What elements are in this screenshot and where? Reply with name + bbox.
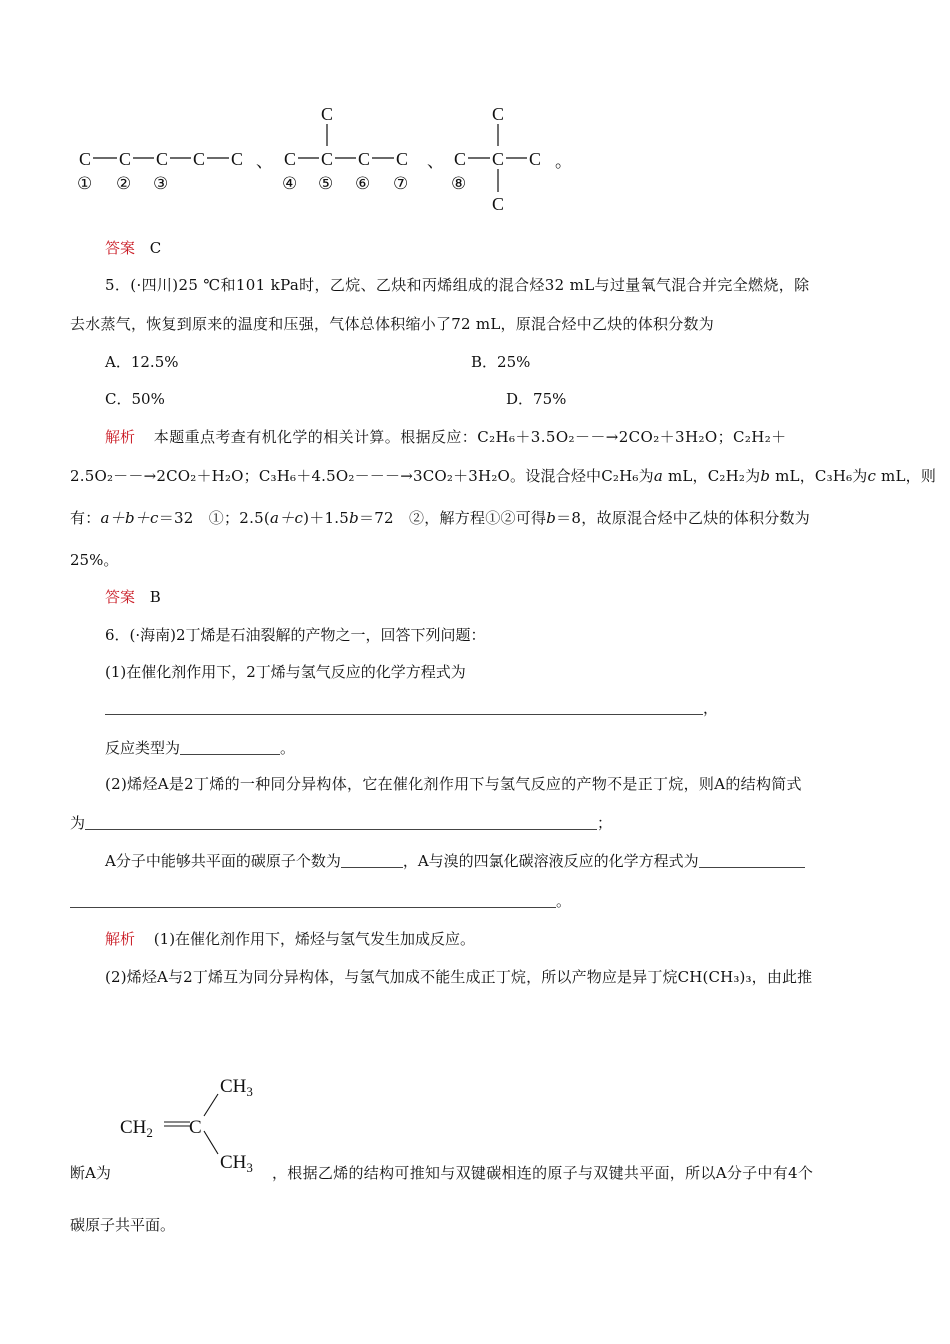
structure-chain-3: [451, 104, 541, 214]
atom-c-branch: C: [492, 194, 505, 214]
atom-c: C: [119, 149, 132, 169]
position-number: ④: [282, 174, 298, 193]
analysis-6-line-1: 解析 (1)在催化剂作用下，烯烃与氢气发生加成反应。: [105, 930, 476, 948]
svg-text:C: C: [189, 1117, 202, 1138]
structure-chain-2: [282, 104, 408, 193]
analysis-6-line-4: 碳原子共平面。: [70, 1216, 176, 1234]
answer-value: C: [149, 239, 162, 257]
position-number: ③: [153, 174, 169, 193]
atom-c: C: [193, 149, 206, 169]
carbon-skeleton-structures: [0, 95, 950, 220]
atom-c: C: [79, 149, 92, 169]
atom-c-branch: C: [492, 104, 505, 124]
answer-blank[interactable]: [70, 893, 556, 908]
question-6-part-1: (1)在催化剂作用下，2丁烯与氢气反应的化学方程式为: [105, 663, 466, 681]
answer-blank[interactable]: [341, 853, 403, 868]
atom-c: C: [231, 149, 244, 169]
analysis-label: 解析: [105, 930, 136, 948]
question-5-line-1: 5．(·四川)25 ℃和101 kPa时，乙烷、乙炔和丙烯组成的混合烃32 mL与过量氧气混合并完全燃烧，除: [105, 276, 810, 294]
option-a: A．12.5%: [105, 353, 179, 371]
question-6-part-2-line-1: (2)烯烃A是2丁烯的一种同分异构体，它在催化剂作用下与氢气反应的产物不是正丁烷，则A的结构简式: [105, 775, 802, 793]
structure-chain-1: [77, 149, 243, 193]
analysis-5-line-4: 25%。: [70, 551, 119, 569]
analysis-5-line-1: 解析 本题重点考查有机化学的相关计算。根据反应：C₂H₆＋3.5O₂－－→2CO₂＋3H₂O；C₂H₂＋: [105, 428, 787, 446]
atom-c: C: [321, 149, 334, 169]
svg-text:CH3: $CH_3$: [220, 1076, 253, 1099]
position-number: ⑦: [393, 174, 409, 193]
analysis-5-line-3: 有：a＋b＋c＝32 ①；2.5(a＋c)＋1.5b＝72 ②，解方程①②可得b＝8，故原混合烃中乙炔的体积分数为: [70, 509, 810, 527]
period: 。: [555, 152, 572, 171]
atom-c: C: [529, 149, 542, 169]
atom-c: C: [396, 149, 409, 169]
position-number: ①: [77, 174, 93, 193]
question-5-line-2: 去水蒸气，恢复到原来的温度和压强，气体总体积缩小了72 mL，原混合烃中乙炔的体积分数为: [70, 315, 715, 333]
answer-value: B: [149, 588, 161, 606]
analysis-6-line-3-prefix: 断A为: [70, 1164, 111, 1182]
atom-c: C: [492, 149, 505, 169]
answer-4: [105, 241, 161, 256]
position-number: ⑤: [318, 174, 334, 193]
atom-c: C: [284, 149, 297, 169]
position-number: ⑧: [451, 174, 467, 193]
analysis-5-line-2: 2.5O₂－－→2CO₂＋H₂O；C₃H₆＋4.5O₂－－－→3CO₂＋3H₂O。设混合烃中C₂H₆为a mL，C₂H₂为b mL，C₃H₆为c mL，则: [70, 467, 937, 485]
atom-c: C: [156, 149, 169, 169]
answer-5: [105, 590, 161, 605]
answer-blank-line-1: ，: [105, 700, 718, 716]
question-6-part-2-line-4: 。: [70, 893, 571, 909]
separator: 、: [256, 152, 273, 171]
question-6-title: 6．(·海南)2丁烯是石油裂解的产物之一，回答下列问题：: [105, 626, 486, 644]
option-c: C．50%: [105, 390, 165, 408]
answer-blank[interactable]: [699, 853, 805, 868]
answer-label: 答案: [105, 588, 136, 606]
question-6-part-2-line-2: 为 ；: [70, 814, 613, 832]
answer-blank[interactable]: [180, 740, 280, 755]
question-6-part-2-line-3: A分子中能够共平面的碳原子个数为 ，A与溴的四氯化碳溶液反应的化学方程式为: [105, 853, 805, 869]
option-d: D．75%: [506, 390, 567, 408]
isobutene-structure: [115, 1068, 275, 1178]
svg-text:CH2: $CH_2$: [120, 1117, 153, 1140]
position-number: ②: [116, 174, 132, 193]
atom-c-branch: C: [321, 104, 334, 124]
atom-c: C: [454, 149, 467, 169]
separator: 、: [427, 152, 444, 171]
atom-c: C: [358, 149, 371, 169]
answer-blank[interactable]: [105, 700, 703, 715]
svg-text:CH3: $CH_3$: [220, 1152, 253, 1175]
answer-label: 答案: [105, 239, 136, 257]
position-number: ⑥: [355, 174, 371, 193]
analysis-label: 解析: [105, 428, 136, 446]
analysis-6-line-2: (2)烯烃A与2丁烯互为同分异构体，与氢气加成不能生成正丁烷，所以产物应是异丁烷CH(CH₃)₃，由此推: [105, 968, 813, 986]
reaction-type-line: 反应类型为 。: [105, 739, 296, 757]
answer-blank[interactable]: [85, 815, 597, 830]
option-b: B．25%: [471, 353, 531, 371]
analysis-6-line-3: ，根据乙烯的结构可推知与双键碳相连的原子与双键共平面，所以A分子中有4个: [272, 1164, 814, 1182]
